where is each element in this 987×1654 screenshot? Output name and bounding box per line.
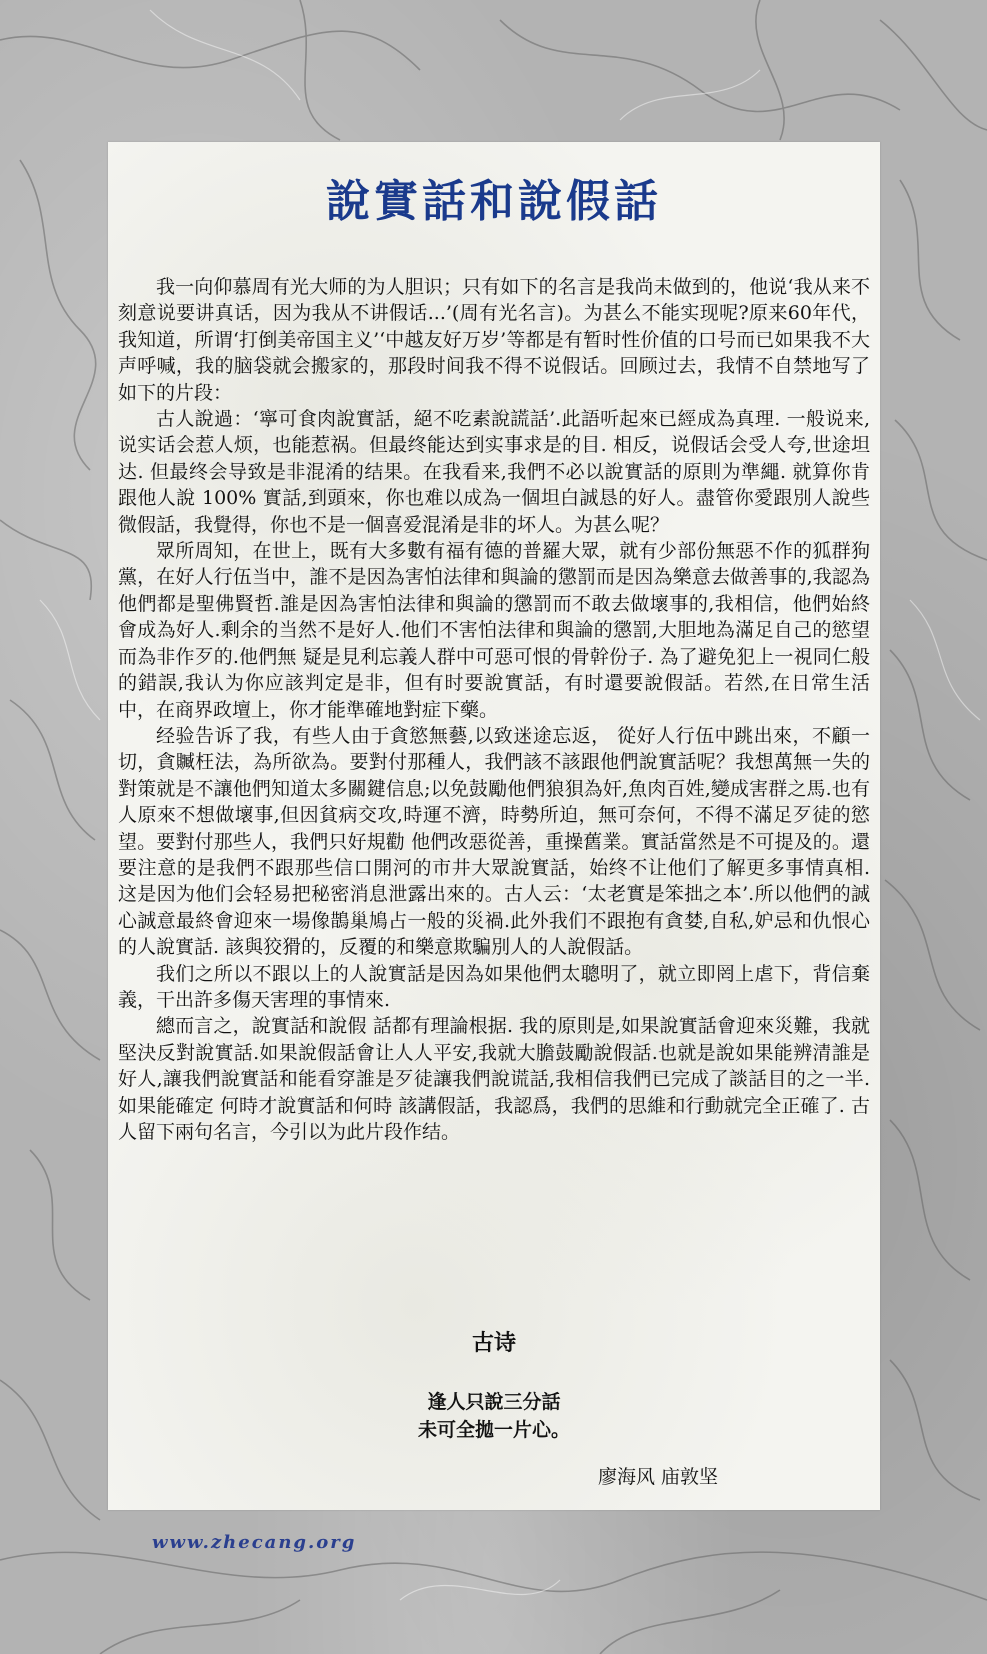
poem — [108, 1388, 880, 1444]
poem-heading: 古诗 — [471, 1330, 516, 1356]
document-panel — [108, 142, 880, 1510]
paragraph-4: 经验告诉了我，有些人由于貪慾無藝,以致迷途忘返， 從好人行伍中跳出來，不顧一切，貪贓枉法，為所欲為。要對付那種人，我們該不該跟他們說實話呢？我想萬無一失的對策就是不讓他們知道太多關鍵信息;以免鼓勵他們狼狽為奸,魚肉百姓,變成害群之馬.也有人原來不想做壞事,但因貧病交攻,時運不濟，時勢所迫，無可奈何，不得不滿足歹徒的慾望。要對付那些人，我們只好規勸 他們改惡從善，重操舊業。實話當然是不可提及的。還要注意的是我們不跟那些信口開河的市井大眾說實話，始终不让他们了解更多事情真相. 这是因为他们会轻易把秘密消息泄露出來的。古人云：‘太老實是笨拙之本’.所以他們的誠心誠意最終會迎來一場像鵲巢鳩占一般的災禍.此外我们不跟抱有貪婪,自私,妒忌和仇恨心的人說實話. 該與狡猾的，反覆的和樂意欺騙別人的人說假話。 — [118, 724, 870, 959]
paragraph-2: 古人說過：‘寧可食肉說實話，絕不吃素說謊話’.此語听起來已經成為真理. 一般说来,说实话会惹人烦，也能惹祸。但最终能达到实事求是的目. 相反，说假话会受人夸,世途坦达. 但最终会导致是非混淆的结果。在我看来,我們不必以說實話的原則为準繩. 就算你肯跟他人說 100% 實話,到頭來，你也难以成為一個坦白誠恳的好人。盡管你愛跟別人說些微假話，我覺得，你也不是一個喜爱混淆是非的坏人。为甚么呢？ — [118, 408, 870, 536]
poem-line-2: 未可全拋一片心。 — [417, 1419, 570, 1441]
paragraph-3: 眾所周知，在世上，既有大多數有福有德的普羅大眾，就有少部份無惡不作的狐群狗黨，在好人行伍当中，誰不是因為害怕法律和與論的懲罰而是因為樂意去做善事的,我認為他們都是聖佛賢哲.誰是因為害怕法律和與論的懲罰而不敢去做壞事的,我相信，他們始終會成為好人.剩余的当然不是好人.他们不害怕法律和與論的懲罰,大胆地為滿足自己的慾望而為非作歹的.他們無 疑是見利忘義人群中可惡可恨的骨幹份子. 為了避免犯上一視同仁般的錯誤,我认为你应該判定是非，但有时要說實話，有时還要說假話。若然,在日常生活中，在商界政壇上，你才能準確地對症下藥。 — [118, 540, 870, 721]
paragraph-1: 我一向仰慕周有光大师的为人胆识；只有如下的名言是我尚未做到的，他说‘我从来不刻意说要讲真话，因为我从不讲假话...’(周有光名言)。为甚么不能实现呢?原来60年代，我知道，所谓‘打倒美帝国主义’‘中越友好万岁’等都是有暂时性价值的口号而已如果我不大声呼喊，我的脑袋就会搬家的，那段时间我不得不说假话。回顾过去，我情不自禁地写了如下的片段： — [118, 276, 870, 404]
document-body — [118, 274, 870, 1145]
author-signature: 廖海风 庙敦坚 — [598, 1466, 719, 1488]
document-title: 說實話和說假話 — [326, 176, 662, 227]
paragraph-5: 我们之所以不跟以上的人說實話是因為如果他們太聰明了，就立即罔上虐下，背信棄義，干出許多傷天害理的事情來. — [118, 962, 870, 1011]
paragraph-6: 總而言之，說實話和說假 話都有理論根据. 我的原則是,如果說實話會迎來災難，我就堅決反對說實話.如果說假話會让人人平安,我就大膽鼓勵說假話.也就是說如果能辨清誰是好人,讓我們說實話和能看穿誰是歹徒讓我們說谎話,我相信我們已完成了談話目的之一半.如果能確定 何時才說實話和何時 該講假話，我認爲，我們的思維和行動就完全正確了. 古人留下兩句名言，今引以为此片段作结。 — [118, 1015, 870, 1143]
website-link[interactable]: www.zhecang.org — [152, 1532, 357, 1553]
poem-line-1: 逢人只說三分話 — [427, 1391, 561, 1413]
